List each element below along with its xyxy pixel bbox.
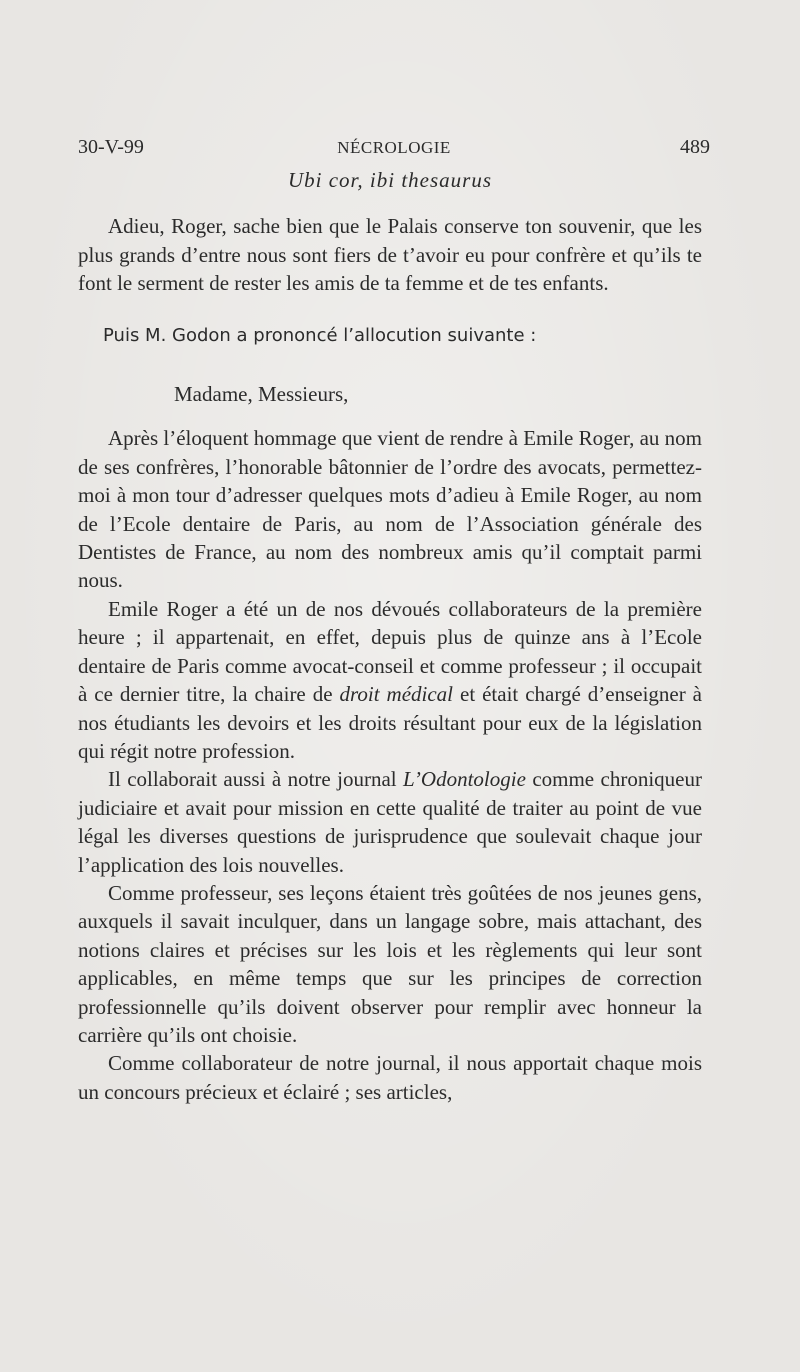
paragraph-farewell: Adieu, Roger, sache bien que le Palais conserve ton souvenir, que les plus grands d’entre nous sont fiers de t’avoir eu pour confrère et qu’ils te font le serment de rester les amis de ta femme et de tes enfants.: [78, 214, 702, 296]
header-date: 30-V-99: [78, 136, 144, 158]
page-body: [78, 166, 702, 1106]
text-span: comme chroniqueur judiciaire et avait pour mission en cette qualité de traiter au point de vue légal les diverses questions de jurisprudence que soulevait chaque jour l’application des lois nouvelles.: [78, 767, 702, 877]
italic-journal-title: L’Odontologie: [403, 767, 526, 792]
paragraph-contributions: Comme collaborateur de notre journal, il nous apportait chaque mois un concours précieux et éclairé ; ses articles,: [78, 1051, 702, 1104]
text-span: Il collaborait aussi à notre journal: [108, 767, 404, 792]
running-header: [78, 136, 710, 166]
page-number: 489: [680, 136, 710, 158]
text-span: Emile Roger a été un de nos dévoués collaborateurs de la première heure ; il appartenait, en effet, depuis plus de quinze ans à l’Ecole dentaire de Paris comme avocat-conseil et comme professeur ; il occupait à ce dernier titre, la chaire de: [78, 596, 702, 707]
header-section-title: NÉCROLOGIE: [337, 138, 451, 157]
paragraph-journal: [78, 765, 702, 879]
paragraph-collaborator: [78, 595, 702, 765]
motto: Ubi cor, ibi thesaurus: [287, 168, 492, 192]
text-span: et était chargé d’enseigner à nos étudiants les devoirs et les droits résultant pour eux de la législation qui régit notre profession.: [78, 682, 703, 763]
paragraph-professor: Comme professeur, ses leçons étaient très goûtées de nos jeunes gens, auxquels il savait inculquer, dans un langage sobre, mais attachant, des notions claires et précises sur les lois et les règlements qui leur sont applicables, en même temps que sur les principes de correction professionnelle qu’ils doivent observer pour remplir avec honneur la carrière qu’ils ont choisie.: [78, 880, 702, 1047]
salutation: Madame, Messieurs,: [174, 382, 349, 407]
paragraph-transition: Puis M. Godon a prononcé l’allocution suivante :: [103, 324, 537, 346]
italic-course-title: droit médical: [339, 682, 454, 707]
paragraph-homage: Après l’éloquent hommage que vient de rendre à Emile Roger, au nom de ses confrères, l’honorable bâtonnier de l’ordre des avocats, permettez-moi à mon tour d’adresser quelques mots d’adieu à Emile Roger, au nom de l’Ecole dentaire de Paris, au nom de l’Association générale des Dentistes de France, au nom des nombreux amis qu’il comptait parmi nous.: [78, 426, 702, 593]
